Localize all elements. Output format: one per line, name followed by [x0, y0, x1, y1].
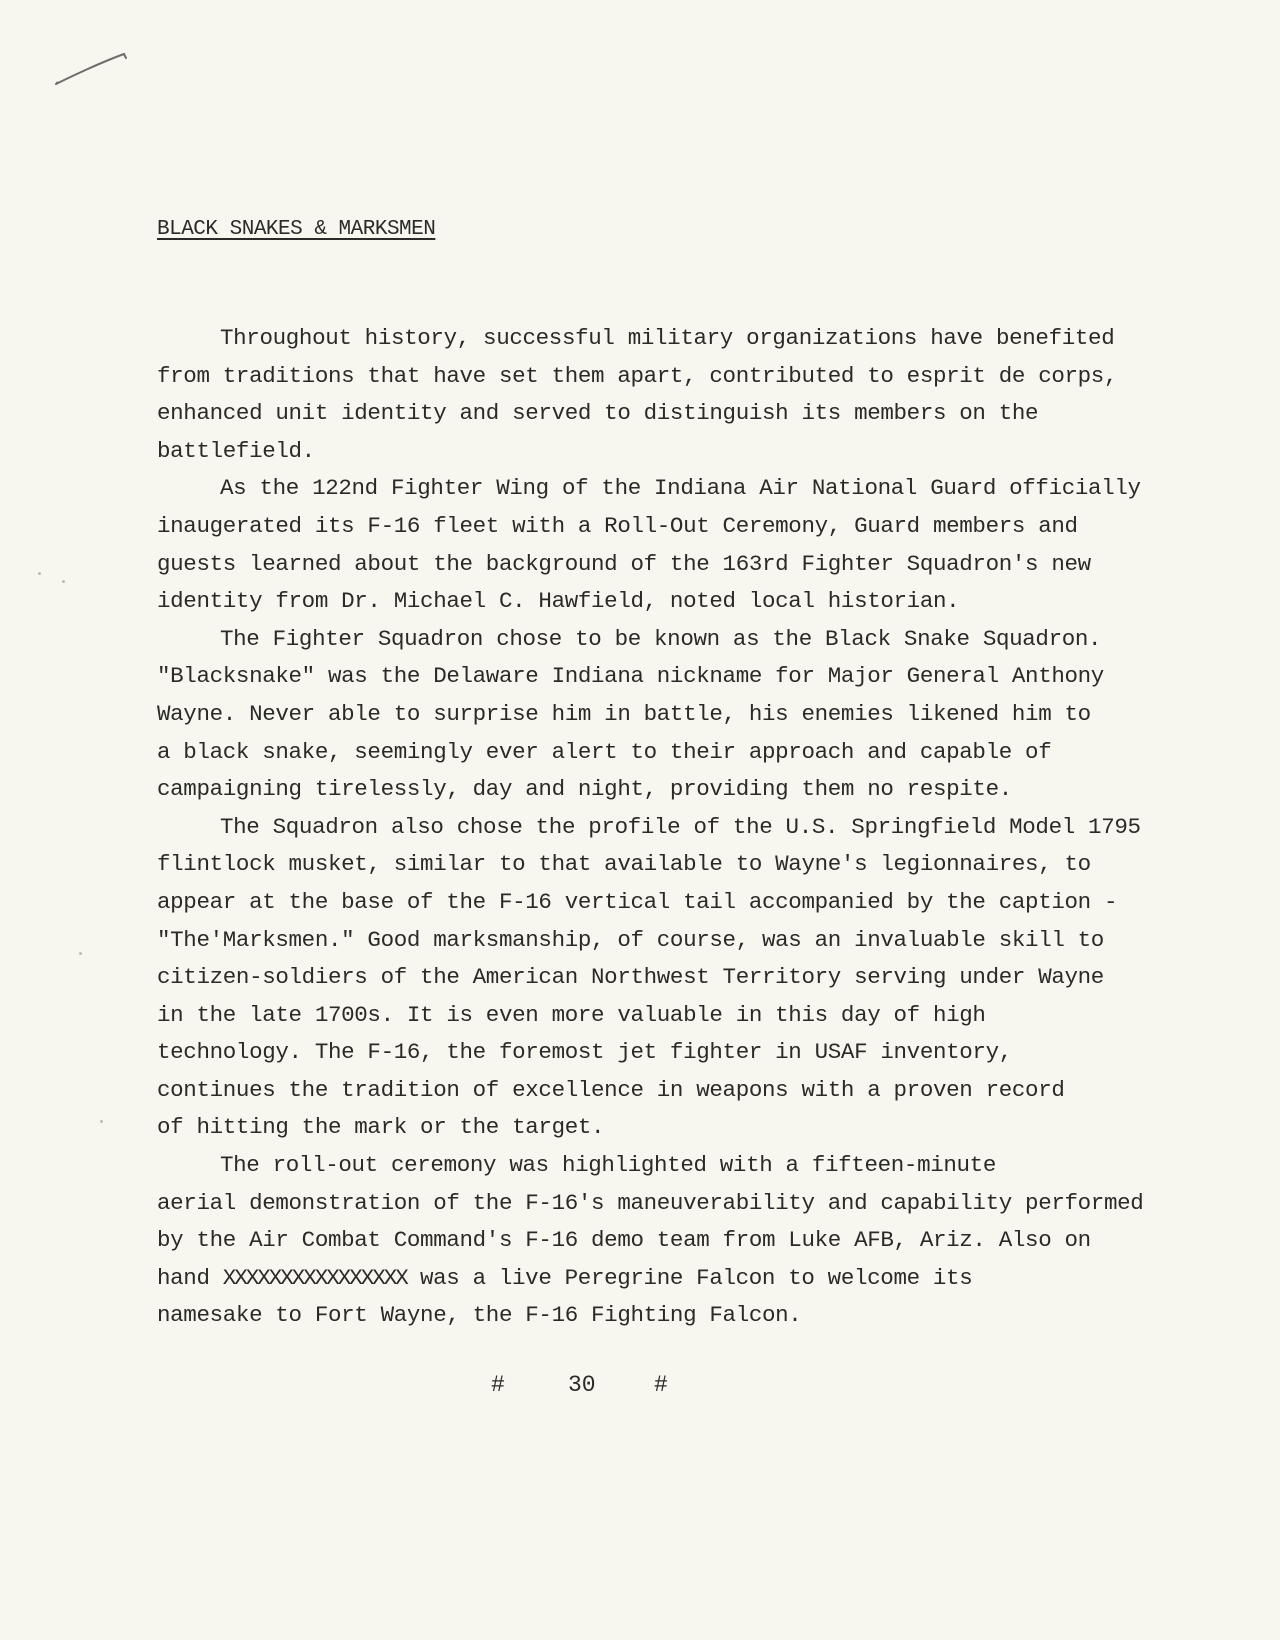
- paper-speck: [38, 572, 41, 575]
- text-line: of hitting the mark or the target.: [157, 1114, 605, 1141]
- paragraph-3: [157, 621, 1117, 809]
- text-line: battlefield.: [157, 437, 315, 464]
- paragraph-1: [157, 320, 1117, 470]
- text-line: guests learned about the background of the 163rd Fighter Squadron's new: [157, 550, 1091, 577]
- text-line: citizen-soldiers of the American Northwest Territory serving under Wayne: [157, 964, 1104, 991]
- staple-mark-icon: [52, 48, 132, 92]
- footer-hash-right: #: [654, 1372, 668, 1398]
- text-line: enhanced unit identity and served to distinguish its members on the: [157, 400, 1039, 427]
- text-line: inaugerated its F-16 fleet with a Roll-Out Ceremony, Guard members and: [157, 512, 1078, 539]
- paragraph-2: [157, 470, 1141, 620]
- text-line: continues the tradition of excellence in weapons with a proven record: [157, 1076, 1065, 1103]
- text-line: flintlock musket, similar to that available to Wayne's legionnaires, to: [157, 851, 1091, 878]
- text-line: namesake to Fort Wayne, the F-16 Fighting Falcon.: [157, 1302, 802, 1329]
- text-line-with-strikeout: [157, 1260, 1117, 1298]
- text-line: campaigning tirelessly, day and night, providing them no respite.: [157, 776, 1012, 803]
- text-line: in the late 1700s. It is even more valuable in this day of high: [157, 1001, 986, 1028]
- text-line: by the Air Combat Command's F-16 demo team from Luke AFB, Ariz. Also on: [157, 1227, 1091, 1254]
- paragraph-4: [157, 809, 1141, 1147]
- document-body: [157, 320, 1144, 1335]
- text-line: from traditions that have set them apart, contributed to esprit de corps,: [157, 362, 1118, 389]
- document-heading: BLACK SNAKES & MARKSMEN: [157, 218, 436, 241]
- struck-out-text: XXXXXXXXXXXXXXXX: [222, 1264, 407, 1291]
- text-line: As the 122nd Fighter Wing of the Indiana Air National Guard officially: [220, 475, 1141, 502]
- text-line: aerial demonstration of the F-16's maneuverability and capability performed: [157, 1189, 1144, 1216]
- paper-speck: [79, 952, 82, 955]
- text-line: "The'Marksmen." Good marksmanship, of course, was an invaluable skill to: [157, 926, 1104, 953]
- footer-hash-left: #: [491, 1372, 505, 1398]
- paper-speck: [62, 580, 65, 583]
- text-line: technology. The F-16, the foremost jet fighter in USAF inventory,: [157, 1039, 1012, 1066]
- text-line: The Fighter Squadron chose to be known as the Black Snake Squadron.: [220, 625, 1102, 652]
- paragraph-5: [157, 1147, 1144, 1335]
- text-line: "Blacksnake" was the Delaware Indiana nickname for Major General Anthony: [157, 663, 1104, 690]
- text-line: Throughout history, successful military organizations have benefited: [220, 325, 1115, 351]
- text-fragment: hand: [157, 1264, 223, 1291]
- text-line: The roll-out ceremony was highlighted with a fifteen-minute: [220, 1152, 996, 1179]
- text-fragment: was a live Peregrine Falcon to welcome its: [406, 1264, 973, 1291]
- text-line: The Squadron also chose the profile of the U.S. Springfield Model 1795: [220, 813, 1141, 840]
- page-number: 30: [568, 1372, 596, 1398]
- text-line: identity from Dr. Michael C. Hawfield, noted local historian.: [157, 588, 960, 615]
- paper-speck: [100, 1120, 103, 1123]
- text-line: a black snake, seemingly ever alert to their approach and capable of: [157, 738, 1052, 765]
- text-line: appear at the base of the F-16 vertical tail accompanied by the caption -: [157, 888, 1118, 915]
- text-line: Wayne. Never able to surprise him in battle, his enemies likened him to: [157, 700, 1091, 727]
